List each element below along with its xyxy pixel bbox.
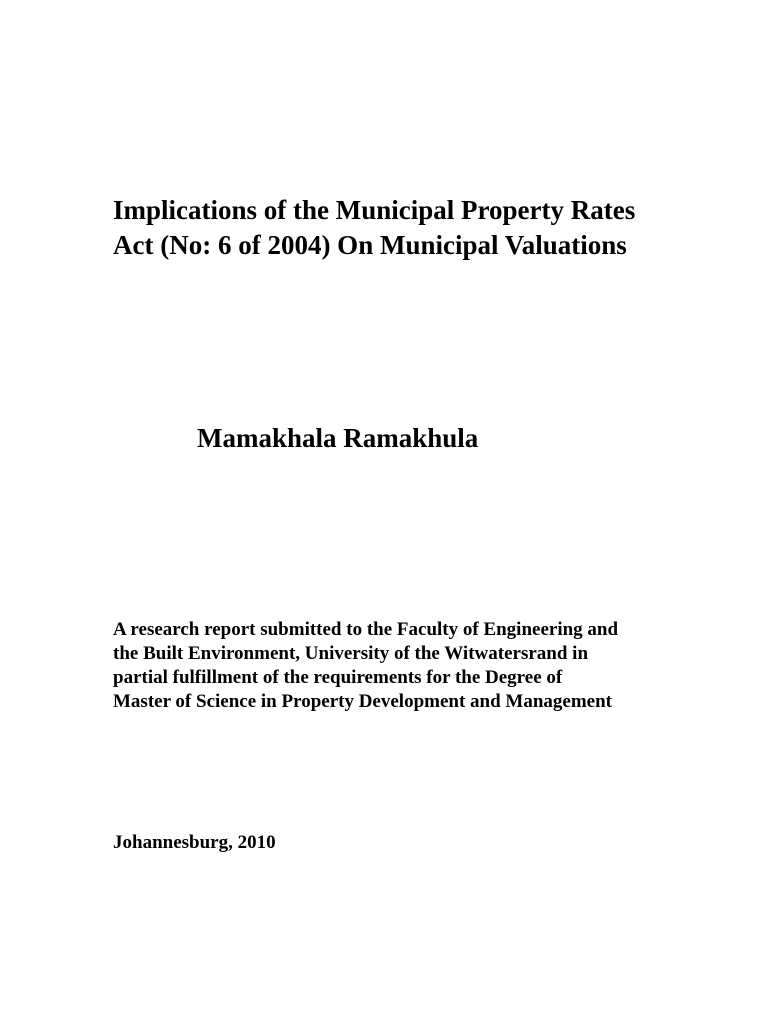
title-line: Act (No: 6 of 2004) On Municipal Valuations: [113, 230, 627, 260]
submission-statement: [113, 618, 713, 714]
statement-line: A research report submitted to the Faculty of Engineering and: [113, 619, 619, 640]
statement-line: partial fulfillment of the requirements for the Degree of: [113, 667, 563, 688]
place-and-date: Johannesburg, 2010: [113, 832, 276, 853]
author-name: Mamakhala Ramakhula: [197, 423, 479, 453]
statement-line: the Built Environment, University of the Witwatersrand in: [113, 643, 589, 664]
statement-line: Master of Science in Property Development and Management: [113, 691, 613, 712]
document-title: [113, 193, 733, 263]
title-line: Implications of the Municipal Property Rates: [113, 195, 636, 225]
